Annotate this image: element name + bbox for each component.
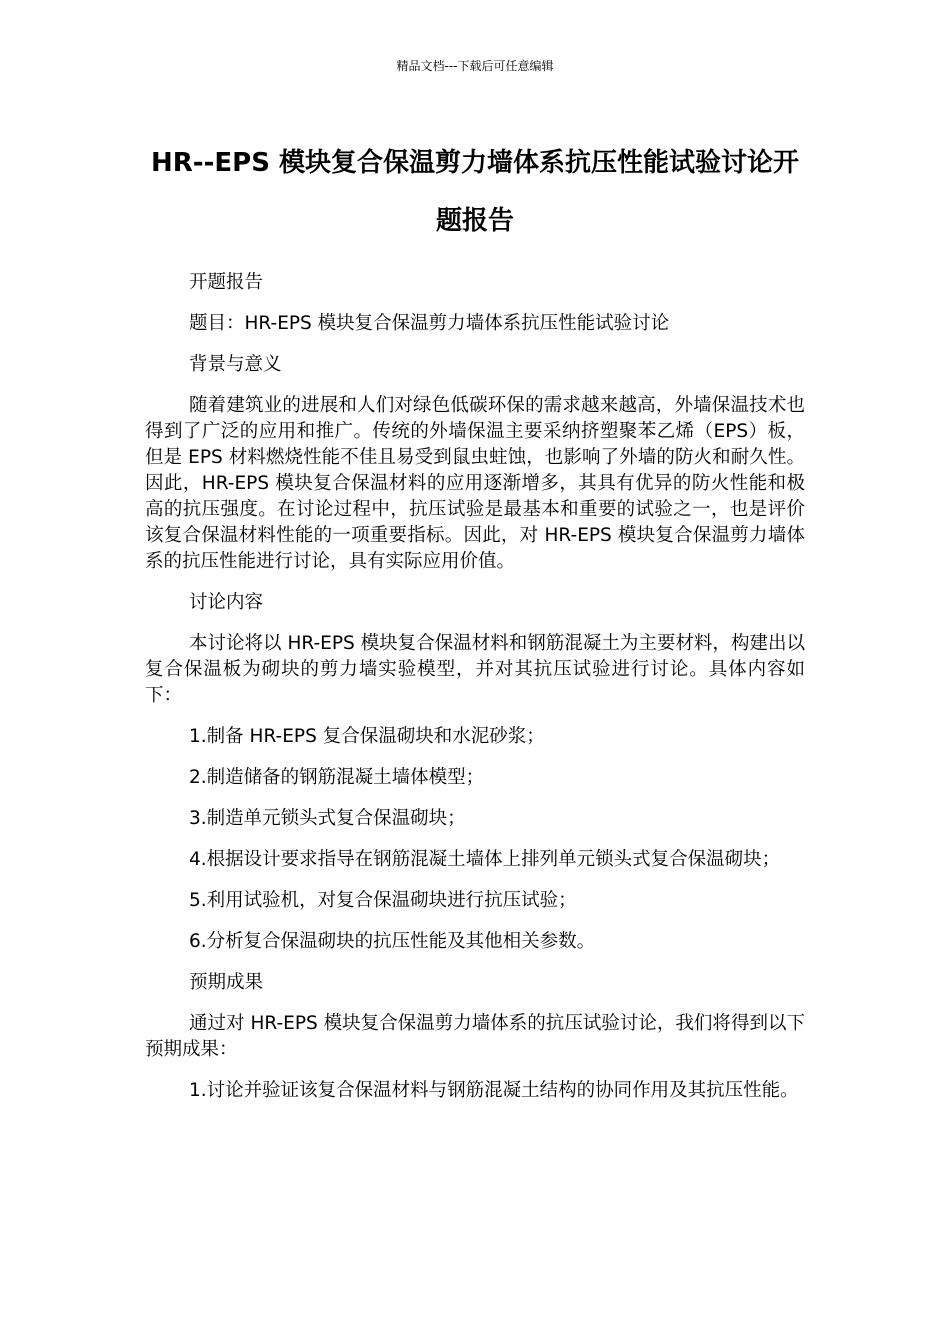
result-item-1: 1.讨论并验证该复合保温材料与钢筋混凝土结构的协同作用及其抗压性能。: [189, 1080, 799, 1101]
heading-expected-results: 预期成果: [189, 972, 264, 993]
paragraph-report-label: 开题报告: [189, 272, 264, 293]
document-body: [145, 270, 805, 1119]
paragraph-research-content: 本讨论将以 HR-EPS 模块复合保温材料和钢筋混凝土为主要材料，构建出以复合保温板为砌块的剪力墙实验模型，并对其抗压试验进行讨论。具体内容如下：: [145, 633, 805, 706]
paragraph-topic: 题目：HR-EPS 模块复合保温剪力墙体系抗压性能试验讨论: [189, 313, 670, 334]
paragraph-background: 随着建筑业的进展和人们对绿色低碳环保的需求越来越高，外墙保温技术也得到了广泛的应用和推广。传统的外墙保温主要采纳挤塑聚苯乙烯（EPS）板，但是 EPS 材料燃烧性能不佳且易受到鼠虫蛀蚀，也影响了外墙的防火和耐久性。因此，HR-EPS 模块复合保温材料的应用逐渐增多，其具有优异的防火性能和极高的抗压强度。在讨论过程中，抗压试验是最基本和重要的试验之一，也是评价该复合保温材料性能的一项重要指标。因此，对 HR-EPS 模块复合保温剪力墙体系的抗压性能进行讨论，具有实际应用价值。: [145, 395, 805, 572]
list-item-5: 5.利用试验机，对复合保温砌块进行抗压试验；: [189, 890, 577, 911]
document-title: HR--EPS 模块复合保温剪力墙体系抗压性能试验讨论开题报告: [151, 148, 799, 236]
heading-background: 背景与意义: [189, 354, 282, 375]
list-item-1: 1.制备 HR-EPS 复合保温砌块和水泥砂浆；: [189, 726, 545, 747]
list-item-4: 4.根据设计要求指导在钢筋混凝土墙体上排列单元锁头式复合保温砌块；: [189, 849, 781, 870]
header-note: 精品文档---下载后可任意编辑: [396, 59, 554, 73]
paragraph-expected-results: 通过对 HR-EPS 模块复合保温剪力墙体系的抗压试验讨论，我们将得到以下预期成果：: [145, 1013, 805, 1060]
list-item-2: 2.制造储备的钢筋混凝土墙体模型；: [189, 767, 485, 788]
list-item-6: 6.分析复合保温砌块的抗压性能及其他相关参数。: [189, 931, 596, 952]
heading-research-content: 讨论内容: [189, 592, 264, 613]
list-item-3: 3.制造单元锁头式复合保温砌块；: [189, 808, 466, 829]
